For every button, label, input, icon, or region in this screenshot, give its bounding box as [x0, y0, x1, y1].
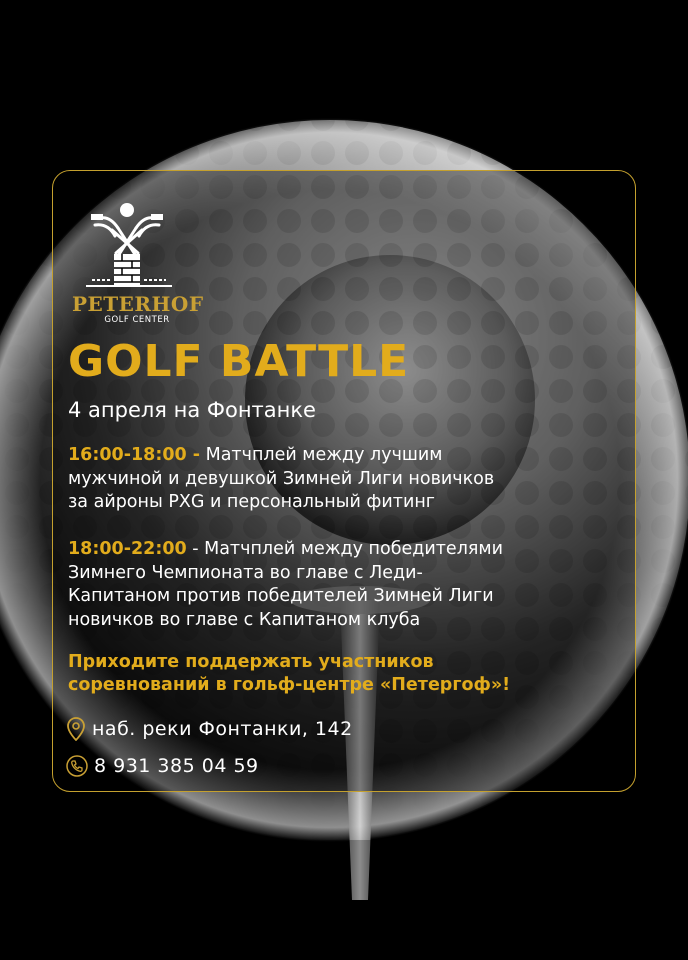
schedule-text-1-line-1: Матчплей между лучшим: [200, 445, 443, 465]
schedule-text-2-line-1: - Матчплей между победителями: [186, 539, 503, 559]
phone-icon: [66, 755, 88, 777]
logo-subtitle: GOLF CENTER: [104, 315, 170, 325]
phone-row: [66, 755, 259, 777]
schedule-time-1: 16:00-18:00 -: [68, 445, 201, 465]
schedule-text-2-line-4: новичков во главе с Капитаном клуба: [68, 609, 421, 630]
address-row: [66, 717, 353, 741]
schedule-text-1-line-2: мужчиной и девушкой Зимней Лиги новичков: [68, 468, 495, 489]
schedule-time-2: 18:00-22:00: [68, 539, 187, 559]
schedule-text-2-line-2: Зимнего Чемпионата во главе с Леди-: [68, 562, 423, 583]
phone-number[interactable]: 8 931 385 04 59: [94, 755, 259, 777]
logo-brand-name: PETERHOF: [72, 292, 204, 316]
schedule-text-1-line-3: за айроны PXG и персональный фитинг: [68, 492, 435, 512]
address-text: наб. реки Фонтанки, 142: [92, 718, 353, 740]
cta-line-2: соревнований в гольф-центре «Петергоф»!: [68, 675, 511, 695]
schedule-item-1: [68, 444, 588, 515]
golf-clubs-tower-icon: [70, 198, 200, 293]
event-date-location: 4 апреля на Фонтанке: [68, 398, 316, 422]
call-to-action: [68, 651, 608, 697]
cta-line-1: Приходите поддержать участников: [68, 652, 434, 672]
schedule-text-2-line-3: Капитаном против победителей Зимней Лиги: [68, 586, 494, 606]
event-title: GOLF BATTLE: [68, 336, 410, 387]
location-pin-icon: [66, 717, 86, 741]
schedule-item-2: [68, 538, 588, 632]
